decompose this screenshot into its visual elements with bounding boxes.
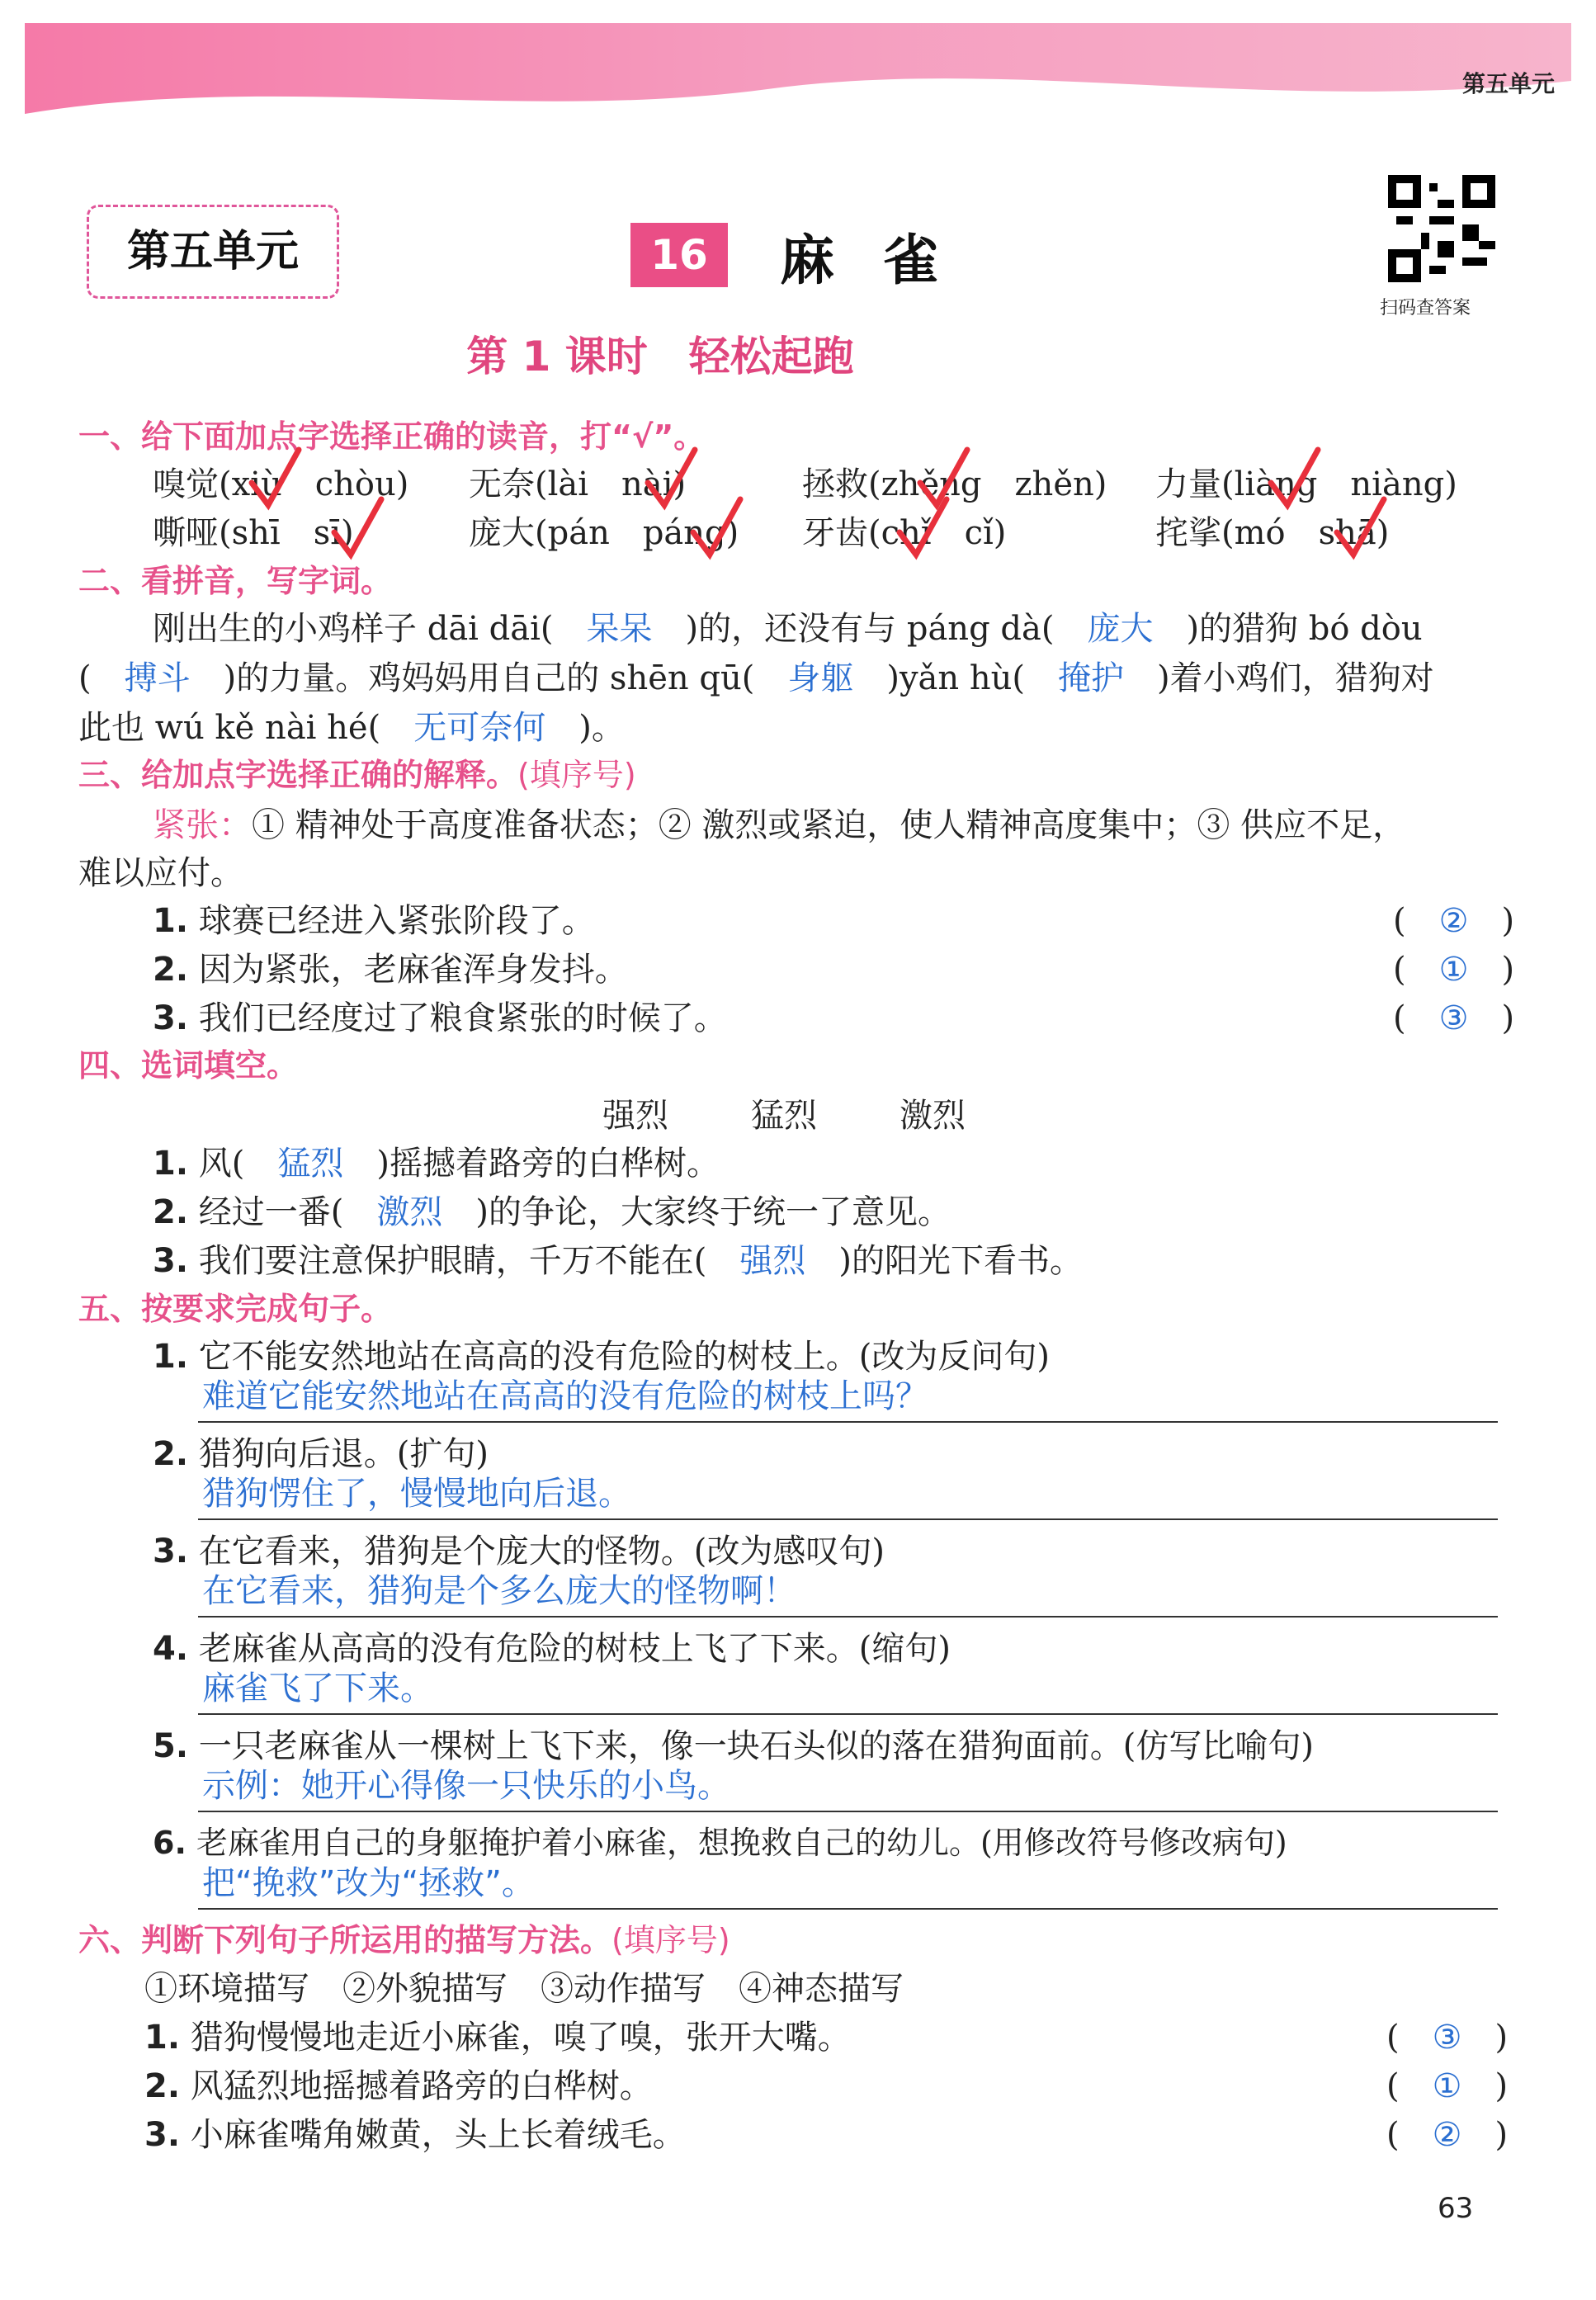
- check-mark-icon: [689, 495, 747, 561]
- s5-question: 1. 它不能安然地站在高高的没有危险的树枝上。(改为反问句): [153, 1338, 1050, 1376]
- unit-label: 第五单元: [87, 205, 339, 299]
- section-2-title: 二、看拼音，写字词。: [78, 563, 393, 599]
- s6-item: 2. 风猛烈地摇撼着路旁的白桦树。: [144, 2067, 653, 2105]
- s4-item: 1. 风( 猛烈 )摇撼着路旁的白桦树。: [153, 1145, 720, 1183]
- word-option: 强烈: [602, 1097, 668, 1135]
- section-4-title: 四、选词填空。: [78, 1047, 299, 1084]
- pinyin-item: 牙齿(chǐ cǐ): [802, 514, 1007, 552]
- s5-question: 2. 猎狗向后退。(扩句): [153, 1435, 489, 1473]
- s5-answer: 在它看来，猎狗是个多么庞大的怪物啊！: [202, 1572, 796, 1610]
- s6-options: ①环境描写 ②外貌描写 ③动作描写 ④神态描写: [144, 1970, 904, 2008]
- s2-line-2: ( 搏斗 )的力量。鸡妈妈用自己的 shēn qū( 身躯 )yǎn hù( 掩护 )着小鸡们，猎狗对: [78, 659, 1434, 697]
- pinyin-item: 嘶哑(shī sī): [153, 514, 354, 552]
- s5-question: 6. 老麻雀用自己的身躯掩护着小麻雀，想挽救自己的幼儿。(用修改符号修改病句): [153, 1825, 1287, 1861]
- pinyin-item: 拯救(zhěng zhěn): [802, 465, 1107, 503]
- s2-line-3: 此也 wú kě nài hé( 无可奈何 )。: [78, 709, 625, 747]
- s2-line-1: 刚出生的小鸡样子 dāi dāi( 呆呆 )的，还没有与 páng dà( 庞大 )的猎狗 bó dòu: [153, 610, 1423, 648]
- s3-answer: ( ① ): [1393, 951, 1515, 989]
- check-mark-icon: [895, 495, 953, 561]
- s3-definition: 紧张：① 精神处于高度准备状态；② 激烈或紧迫，使人精神高度集中；③ 供应不足，: [153, 806, 1406, 844]
- s5-question: 3. 在它看来，猎狗是个庞大的怪物。(改为感叹句): [153, 1533, 885, 1570]
- s5-question: 4. 老麻雀从高高的没有危险的树枝上飞了下来。(缩句): [153, 1630, 951, 1668]
- section-6-title: 六、判断下列句子所运用的描写方法。(填序号): [78, 1922, 730, 1958]
- s3-definition-2: 难以应付。: [78, 854, 243, 892]
- header-banner: [25, 23, 1571, 122]
- s3-answer: ( ③ ): [1393, 999, 1515, 1037]
- s6-answer: ( ② ): [1386, 2116, 1509, 2154]
- page-number: 63: [1438, 2192, 1474, 2225]
- s6-answer: ( ① ): [1386, 2067, 1509, 2105]
- s3-item: 3. 我们已经度过了粮食紧张的时候了。: [153, 999, 727, 1037]
- s6-item: 3. 小麻雀嘴角嫩黄，头上长着绒毛。: [144, 2116, 686, 2154]
- s5-question: 5. 一只老麻雀从一棵树上飞下来，像一块石头似的落在猎狗面前。(仿写比喻句): [153, 1727, 1314, 1765]
- answer-line: [198, 1811, 1498, 1812]
- check-mark-icon: [1333, 495, 1391, 561]
- lesson-subtitle: 第 1 课时 轻松起跑: [466, 333, 854, 380]
- qr-caption: 扫码查答案: [1380, 298, 1471, 319]
- word-option: 激烈: [900, 1097, 966, 1135]
- word-option: 猛烈: [751, 1097, 817, 1135]
- qr-code-icon[interactable]: [1388, 175, 1495, 282]
- lesson-title: 麻雀: [780, 229, 988, 292]
- pinyin-item: 挓挲(mó shā): [1155, 514, 1390, 552]
- s4-item: 2. 经过一番( 激烈 )的争论，大家终于统一了意见。: [153, 1193, 951, 1231]
- answer-line: [198, 1616, 1498, 1618]
- s3-item: 1. 球赛已经进入紧张阶段了。: [153, 902, 595, 940]
- s3-answer: ( ② ): [1393, 902, 1515, 940]
- answer-line: [198, 1518, 1498, 1520]
- check-mark-icon: [330, 495, 388, 561]
- pinyin-item: 庞大(pán páng): [469, 514, 739, 552]
- s5-answer: 把“挽救”改为“拯救”。: [202, 1864, 535, 1902]
- s5-answer: 麻雀飞了下来。: [202, 1670, 433, 1707]
- check-mark-icon: [1267, 446, 1324, 512]
- s3-item: 2. 因为紧张，老麻雀浑身发抖。: [153, 951, 628, 989]
- unit-tag: 第五单元: [1461, 70, 1555, 97]
- answer-line: [198, 1713, 1498, 1715]
- s4-item: 3. 我们要注意保护眼睛，千万不能在( 强烈 )的阳光下看书。: [153, 1242, 1083, 1280]
- section-1-title: 一、给下面加点字选择正确的读音，打“√”。: [78, 418, 706, 455]
- s6-item: 1. 猎狗慢慢地走近小麻雀，嗅了嗅，张开大嘴。: [144, 2019, 851, 2057]
- pinyin-item: 力量(liàng niàng): [1155, 465, 1457, 503]
- section-3-title: 三、给加点字选择正确的解释。(填序号): [78, 757, 636, 793]
- s5-answer: 猎狗愣住了，慢慢地向后退。: [202, 1475, 631, 1513]
- s6-answer: ( ③ ): [1386, 2019, 1509, 2057]
- lesson-number: 16: [630, 223, 728, 287]
- section-5-title: 五、按要求完成句子。: [78, 1291, 393, 1327]
- s5-answer: 难道它能安然地站在高高的没有危险的树枝上吗？: [202, 1377, 928, 1415]
- pinyin-item: 无奈(lài nài): [469, 465, 687, 503]
- check-mark-icon: [248, 446, 305, 512]
- answer-line: [198, 1908, 1498, 1910]
- pinyin-item: 嗅觉(xiù chòu): [153, 465, 409, 503]
- answer-line: [198, 1421, 1498, 1423]
- s5-answer: 示例：她开心得像一只快乐的小鸟。: [202, 1767, 730, 1805]
